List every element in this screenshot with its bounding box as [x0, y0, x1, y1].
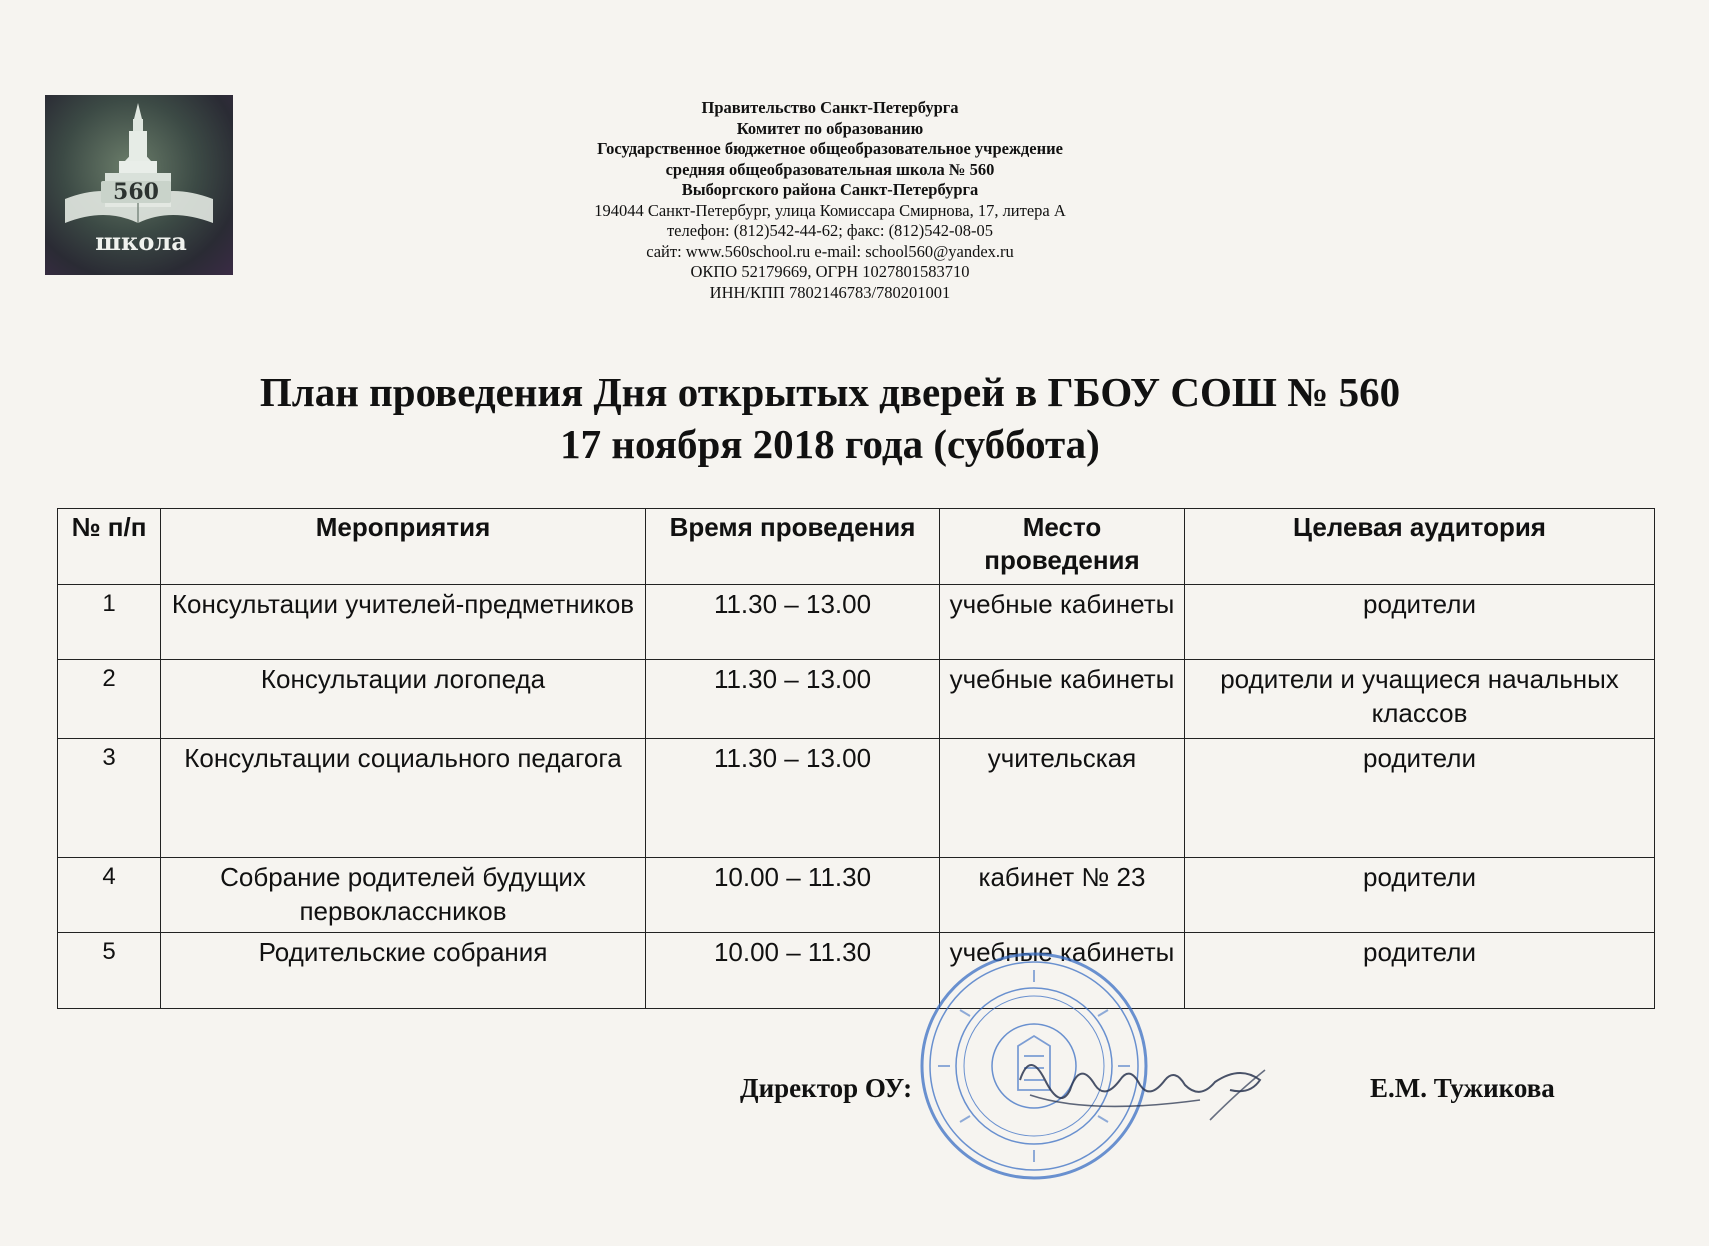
header-time: Время проведения — [646, 509, 940, 585]
table-row — [58, 739, 1655, 858]
row-time: 11.30 – 13.00 — [646, 660, 940, 739]
logo-caption: школа — [95, 227, 187, 256]
header-government: Правительство Санкт-Петербурга — [701, 98, 959, 117]
row-number: 1 — [58, 585, 161, 660]
row-number: 3 — [58, 739, 161, 858]
table-row — [58, 585, 1655, 660]
row-event: Собрание родителей будущих первоклассников — [161, 858, 646, 933]
header-inn: ИНН/КПП 7802146783/780201001 — [709, 282, 951, 302]
row-time: 11.30 – 13.00 — [646, 585, 940, 660]
header-contacts: сайт: www.560school.ru e-mail: school560@yandex.ru — [646, 241, 1014, 261]
row-place: учебные кабинеты — [940, 660, 1185, 739]
school-logo — [45, 95, 233, 275]
header-okpo: ОКПО 52179669, ОГРН 1027801583710 — [690, 262, 970, 281]
row-audience: родители — [1185, 933, 1655, 1009]
header-place: Место проведения — [940, 509, 1185, 585]
header-committee: Комитет по образованию — [736, 118, 924, 138]
director-name: Е.М. Тужикова — [1370, 1073, 1555, 1103]
header-address: 194044 Санкт-Петербург, улица Комиссара Смирнова, 17, литера А — [594, 200, 1066, 220]
plan-table — [57, 508, 1655, 1009]
row-time: 10.00 – 11.30 — [646, 933, 940, 1009]
row-event: Консультации социального педагога — [161, 739, 646, 858]
header-institution-type: Государственное бюджетное общеобразовательное учреждение — [597, 139, 1063, 158]
row-place: учебные кабинеты — [940, 585, 1185, 660]
row-place: кабинет № 23 — [940, 858, 1185, 933]
title-line-2: 17 ноября 2018 года (суббота) — [560, 421, 1100, 467]
header-number: № п/п — [58, 509, 161, 585]
row-number: 5 — [58, 933, 161, 1009]
row-event: Родительские собрания — [161, 933, 646, 1009]
header-event: Мероприятия — [161, 509, 646, 585]
header-phone: телефон: (812)542-44-62; факс: (812)542-08-05 — [666, 221, 994, 240]
table-row — [58, 933, 1655, 1009]
signature-icon — [1000, 1040, 1300, 1130]
row-audience: родители — [1185, 858, 1655, 933]
row-number: 4 — [58, 858, 161, 933]
row-place: учебные кабинеты — [940, 933, 1185, 1009]
logo-number: 560 — [113, 179, 159, 205]
header-audience: Целевая аудитория — [1185, 509, 1655, 585]
row-audience: родители и учащиеся начальных классов — [1185, 660, 1655, 739]
director-label: Директор ОУ: — [740, 1073, 913, 1103]
row-number: 2 — [58, 660, 161, 739]
row-time: 11.30 – 13.00 — [646, 739, 940, 858]
row-event: Консультации логопеда — [161, 660, 646, 739]
row-audience: родители — [1185, 739, 1655, 858]
row-audience: родители — [1185, 585, 1655, 660]
row-place: учительская — [940, 739, 1185, 858]
row-event: Консультации учителей-предметников — [161, 585, 646, 660]
document-title — [80, 366, 1580, 470]
organization-header — [480, 98, 1180, 303]
table-row — [58, 858, 1655, 933]
header-district: Выборгского района Санкт-Петербурга — [681, 180, 979, 199]
header-school-name: средняя общеобразовательная школа № 560 — [665, 159, 995, 179]
row-time: 10.00 – 11.30 — [646, 858, 940, 933]
table-header-row — [58, 509, 1655, 585]
table-row — [58, 660, 1655, 739]
school-building-icon — [45, 95, 233, 275]
title-line-1: План проведения Дня открытых дверей в ГБОУ СОШ № 560 — [259, 369, 1401, 415]
